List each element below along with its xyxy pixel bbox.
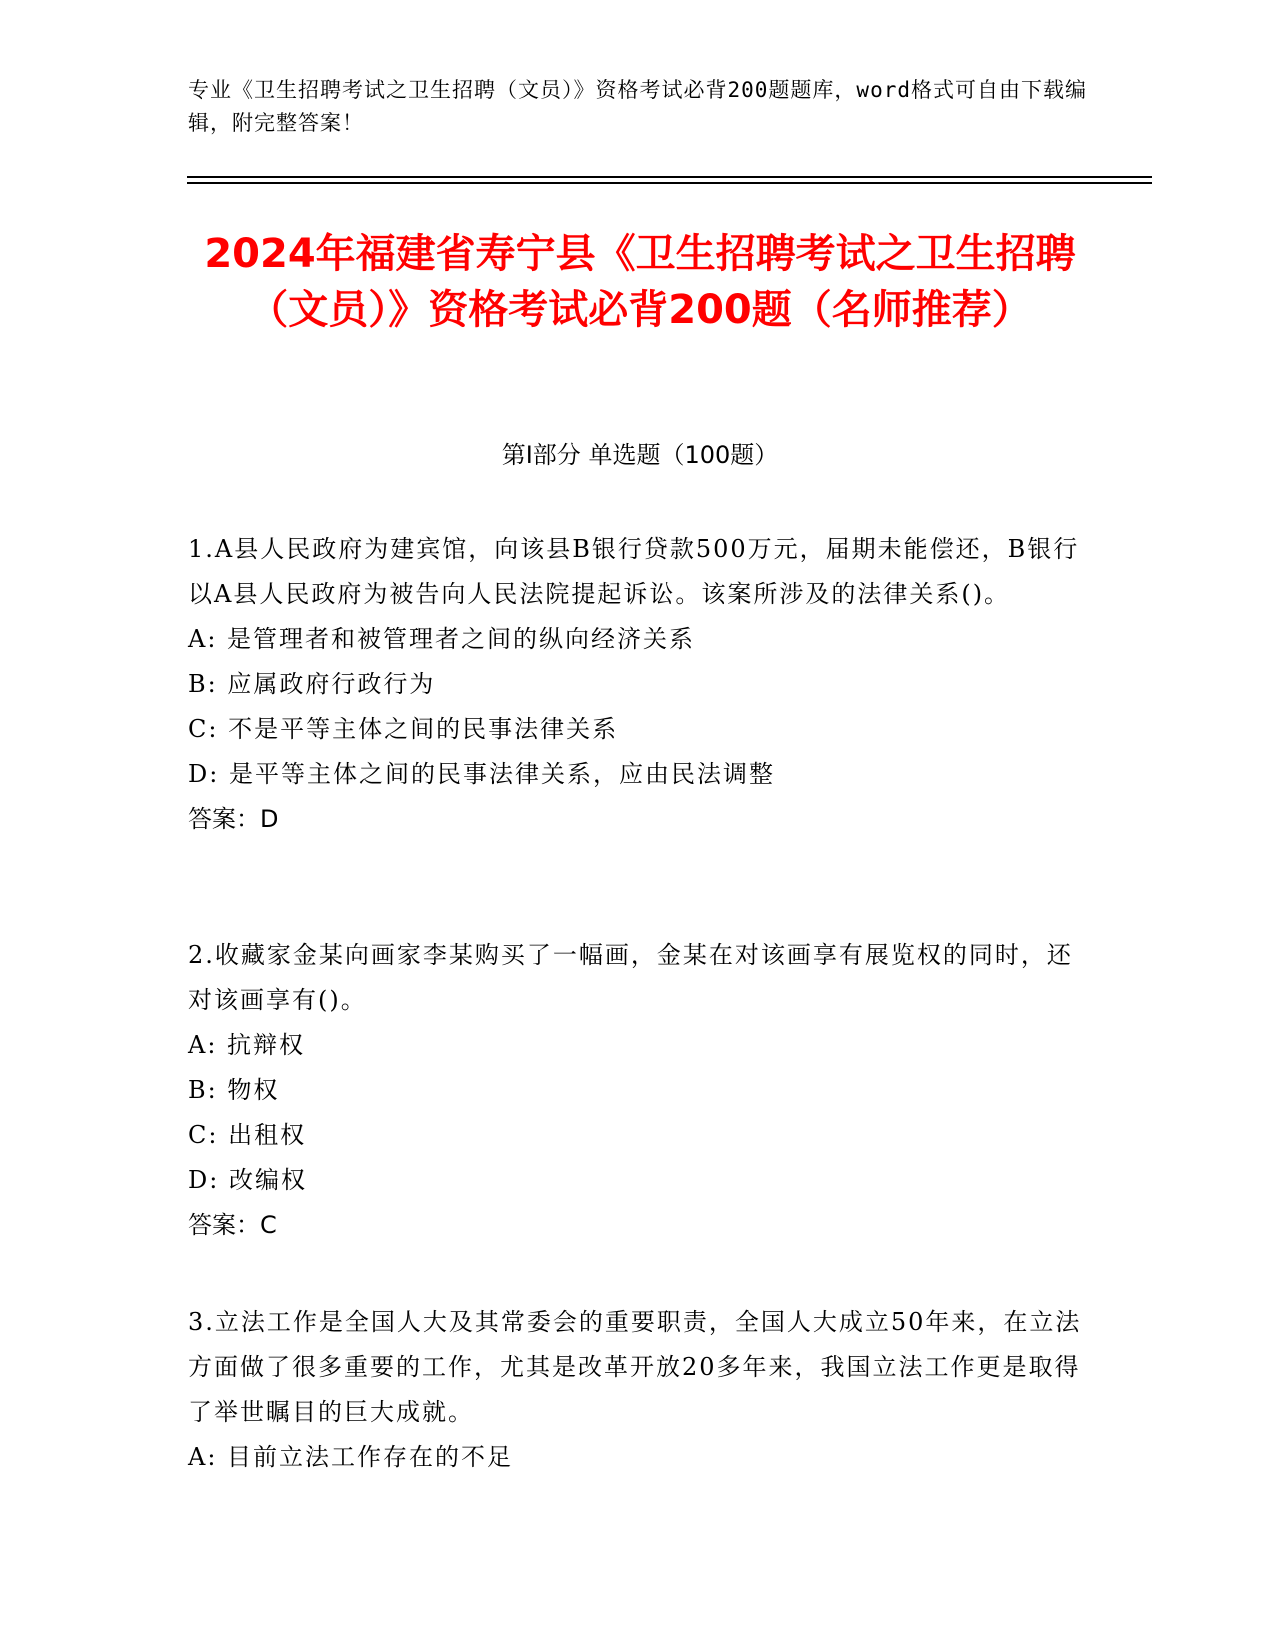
section-title: 第I部分 单选题（100题） <box>501 441 779 469</box>
header-rule-bottom <box>187 182 1152 184</box>
option-d: D: 是平等主体之间的民事法律关系，应由民法调整 <box>188 760 775 788</box>
option-a: A: 是管理者和被管理者之间的纵向经济关系 <box>188 625 696 653</box>
option-a: A: 目前立法工作存在的不足 <box>188 1443 514 1471</box>
option-a: A: 抗辩权 <box>188 1031 306 1059</box>
option-b: B: 物权 <box>188 1076 280 1104</box>
option-c: C: 不是平等主体之间的民事法律关系 <box>188 715 619 743</box>
answer: 答案：C <box>188 1211 277 1239</box>
header-note: 专业《卫生招聘考试之卫生招聘（文员）》资格考试必背200题题库，word格式可自由下载编辑，附完整答案！ <box>188 78 1087 135</box>
option-c: C: 出租权 <box>188 1121 307 1149</box>
document-title: 2024年福建省寿宁县《卫生招聘考试之卫生招聘（文员）》资格考试必背200题（名师推荐） <box>204 231 1076 333</box>
question-2 <box>188 933 1088 1248</box>
header-rule-top <box>187 176 1152 178</box>
question-text: 2.收藏家金某向画家李某购买了一幅画，金某在对该画享有展览权的同时，还对该画享有()。 <box>188 941 1073 1014</box>
answer: 答案：D <box>188 805 279 833</box>
question-3 <box>188 1300 1088 1480</box>
question-text: 3.立法工作是全国人大及其常委会的重要职责，全国人大成立50年来，在立法方面做了很多重要的工作，尤其是改革开放20多年来，我国立法工作更是取得了举世瞩目的巨大成就。 <box>188 1308 1082 1426</box>
question-1 <box>188 527 1088 842</box>
question-text: 1.A县人民政府为建宾馆，向该县B银行贷款500万元，届期未能偿还，B银行以A县人民政府为被告向人民法院提起诉讼。该案所涉及的法律关系()。 <box>188 535 1080 608</box>
option-b: B: 应属政府行政行为 <box>188 670 436 698</box>
option-d: D: 改编权 <box>188 1166 307 1194</box>
